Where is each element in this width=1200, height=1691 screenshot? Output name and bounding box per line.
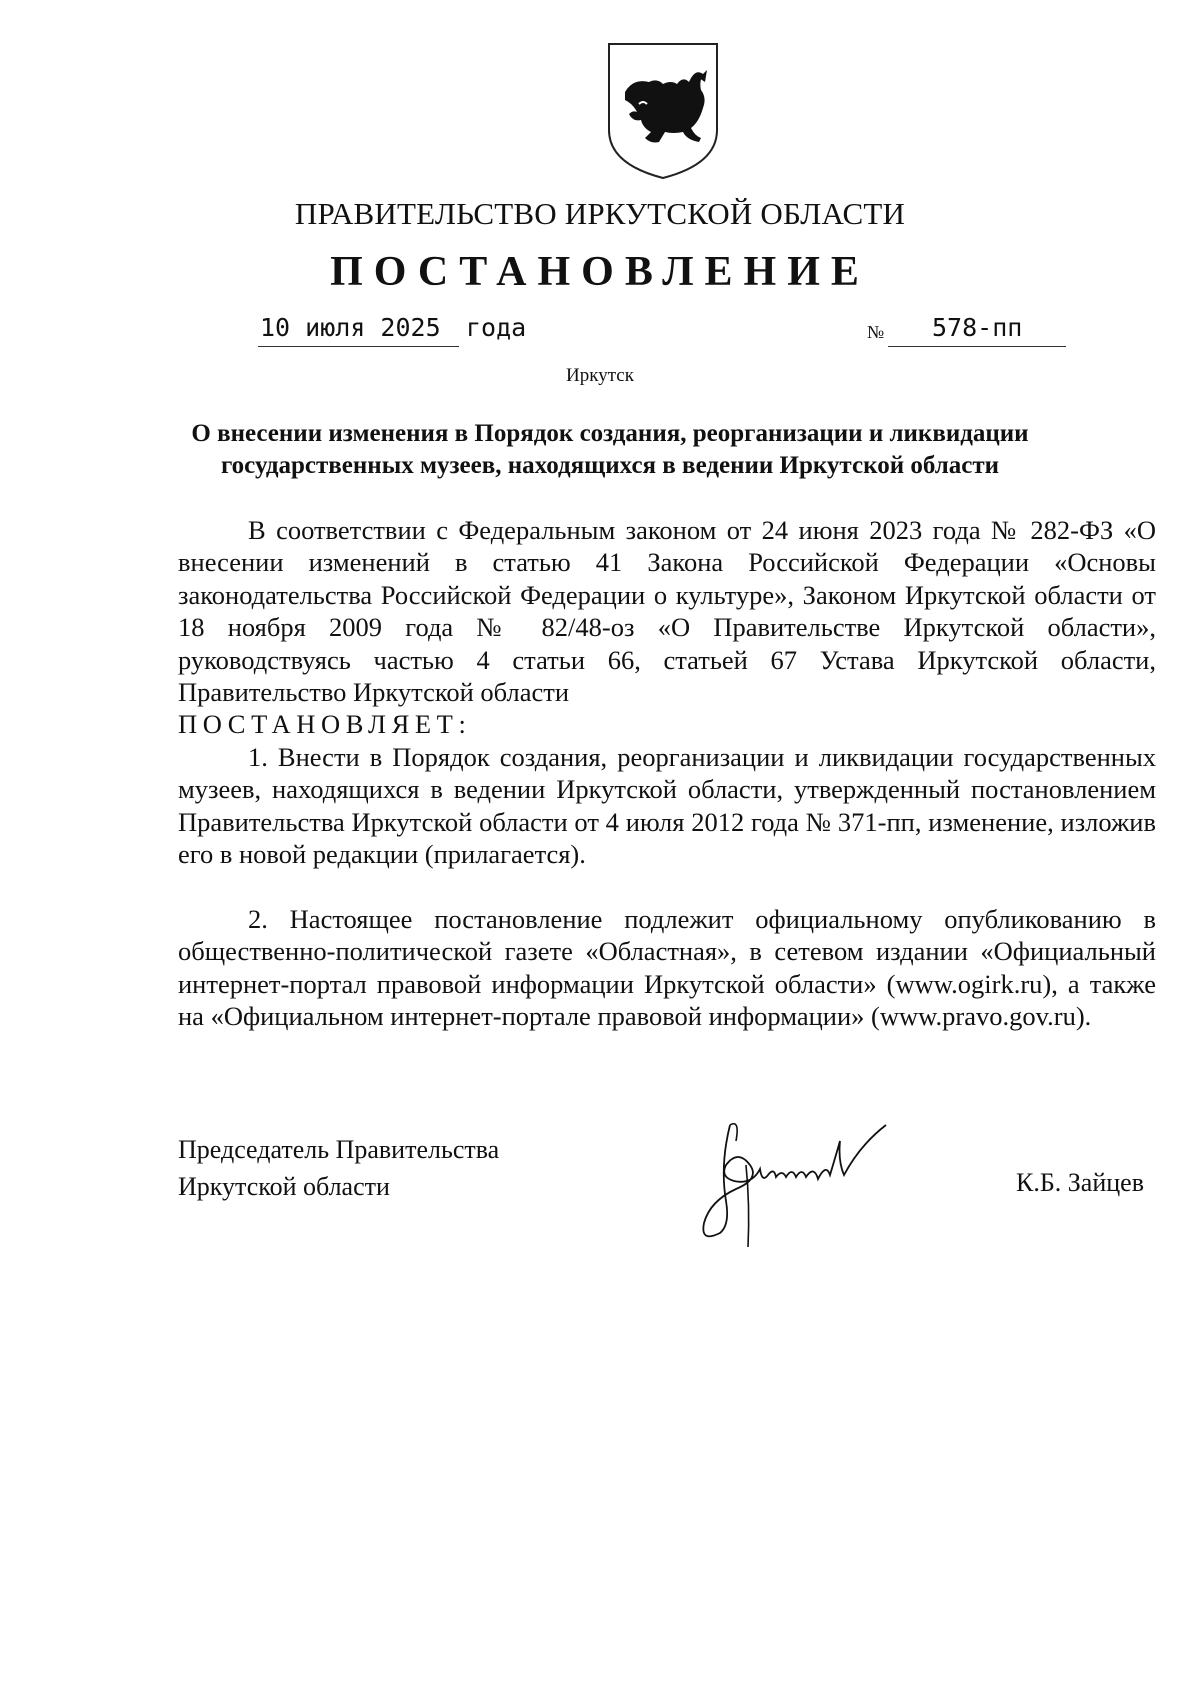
number-underline [888, 346, 1066, 347]
decree-number: 578-пп [932, 313, 1023, 342]
handwritten-signature [690, 1105, 950, 1255]
preamble-paragraph: В соответствии с Федеральным законом от 24 июня 2023 года № 282-ФЗ «О внесении изменений в статью 41 Закона Российской Федерации «Основы законодательства Российской Федерации о культуре», Законом Иркутской области от 18 ноября 2009 года № 82/48-оз «О Правительстве Иркутской области», руководствуясь частью 4 статьи 66, статьей 67 Устава Иркутской области, Правительство Иркутской области [178, 515, 1156, 708]
item-1-paragraph: 1. Внести в Порядок создания, реорганизации и ликвидации государственных музеев, находящихся в ведении Иркутской области, утвержденный постановлением Правительства Иркутской области от 4 июля 2012 года № 371-пп, изменение, изложив его в новой редакции (прилагается). [178, 742, 1156, 870]
city: Иркутск [566, 365, 634, 386]
signatory-name: К.Б. Зайцев [1016, 1168, 1144, 1197]
signatory-position [178, 1131, 499, 1205]
decree-date: 10 июля 2025 [260, 313, 441, 342]
date-suffix: года [466, 313, 527, 342]
position-line: Председатель Правительства [178, 1135, 500, 1164]
decree-title [180, 418, 1040, 482]
date-underline [258, 346, 459, 347]
number-sign: № [867, 322, 885, 342]
resolves-heading: ПОСТАНОВЛЯЕТ: [178, 709, 472, 739]
item-2-paragraph: 2. Настоящее постановление подлежит официальному опубликованию в общественно-политической газете «Областная», в сетевом издании «Официальный интернет-портал правовой информации Иркутской области» (www.ogirk.ru), а также на «Официальном интернет-портале правовой информации» (www.pravo.gov.ru). [178, 904, 1156, 1032]
title-line: государственных музеев, находящихся в ведении Иркутской области [220, 452, 1000, 479]
coat-of-arms-icon [603, 38, 723, 182]
document-type: ПОСТАНОВЛЕНИЕ [330, 249, 870, 295]
government-name: ПРАВИТЕЛЬСТВО ИРКУТСКОЙ ОБЛАСТИ [294, 196, 906, 231]
title-line: О внесении изменения в Порядок создания, реорганизации и ликвидации [191, 420, 1029, 447]
position-line: Иркутской области [178, 1172, 390, 1201]
